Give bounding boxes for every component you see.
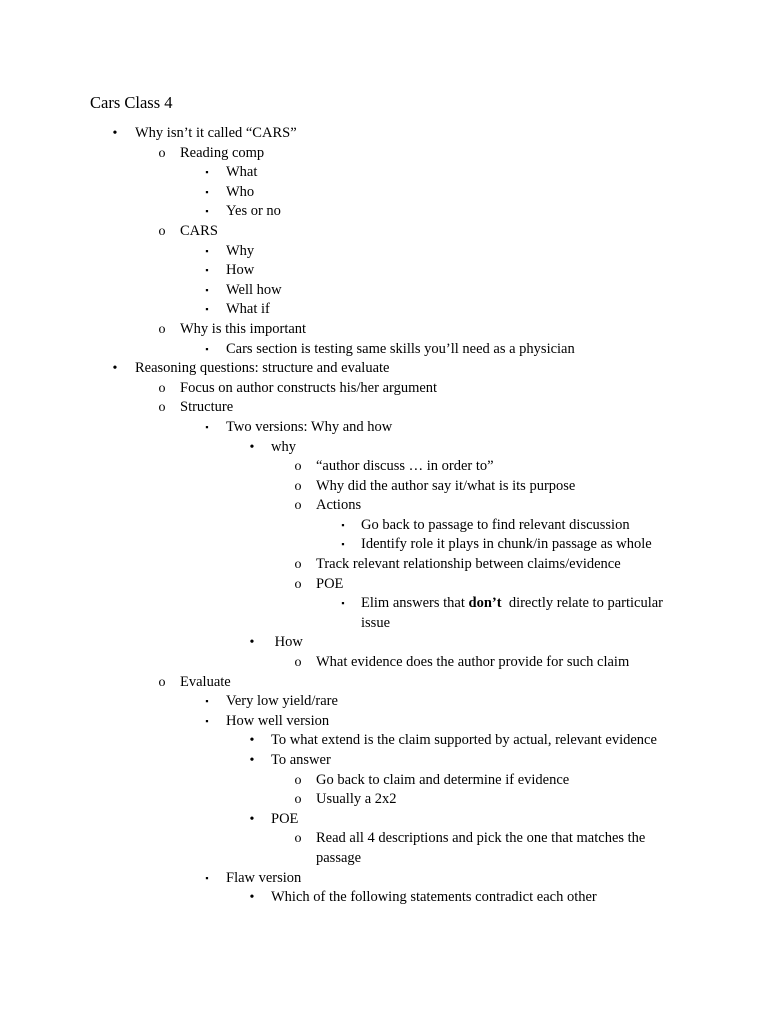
outline-item-text xyxy=(361,594,680,633)
outline-item-level-5 xyxy=(0,653,768,673)
disc-bullet-icon: • xyxy=(249,890,255,906)
outline-item-text: Focus on author constructs his/her argument xyxy=(180,379,438,396)
disc-bullet-icon: • xyxy=(249,811,255,827)
outline-item-text: Well how xyxy=(226,281,282,298)
outline-item-text: Usually a 2x2 xyxy=(316,791,397,808)
outline-item-level-3 xyxy=(0,418,768,438)
outline-item-text: CARS xyxy=(180,222,218,239)
outline-item-text: What if xyxy=(226,301,270,318)
outline-item-level-3 xyxy=(0,869,768,889)
outline-item-level-2 xyxy=(0,379,768,399)
text-segment: Elim answers that xyxy=(361,595,469,612)
disc-bullet-icon: • xyxy=(249,733,255,749)
square-bullet-icon: ▪ xyxy=(205,304,209,315)
outline-item-text: Reading comp xyxy=(180,144,265,161)
circle-bullet-icon: o xyxy=(294,655,302,671)
outline-item-text: Why isn’t it called “CARS” xyxy=(135,125,297,141)
outline-item-level-6 xyxy=(0,594,768,633)
outline-item-level-3 xyxy=(0,692,768,712)
outline-item-level-2 xyxy=(0,673,768,693)
outline-item-text: To answer xyxy=(271,752,331,768)
disc-bullet-icon: • xyxy=(249,753,255,768)
outline-item-text: Yes or no xyxy=(226,203,281,220)
circle-bullet-icon: o xyxy=(294,772,302,788)
outline-item-text: Go back to passage to find relevant discussion xyxy=(361,516,630,533)
outline-item-text: Who xyxy=(226,183,255,200)
outline-item-level-3 xyxy=(0,281,768,301)
outline-item-text: Identify role it plays in chunk/in passage as whole xyxy=(361,536,652,553)
outline-item-level-3 xyxy=(0,261,768,281)
outline-item-level-4 xyxy=(0,633,768,653)
square-bullet-icon: ▪ xyxy=(205,167,209,178)
square-bullet-icon: ▪ xyxy=(205,715,209,726)
outline-item-level-3 xyxy=(0,163,768,183)
outline-item-level-2 xyxy=(0,320,768,340)
outline-item-text: How xyxy=(271,634,303,651)
outline-item-text: Evaluate xyxy=(180,673,231,690)
outline-item-level-6 xyxy=(0,535,768,555)
outline-item-level-2 xyxy=(0,222,768,242)
circle-bullet-icon: o xyxy=(294,792,302,808)
outline-item-text: Flaw version xyxy=(226,869,302,886)
circle-bullet-icon: o xyxy=(158,321,166,337)
outline-item-text: Structure xyxy=(180,399,234,416)
outline-item-level-5 xyxy=(0,829,768,868)
outline-item-level-6 xyxy=(0,516,768,536)
outline-item-level-5 xyxy=(0,771,768,791)
square-bullet-icon: ▪ xyxy=(341,539,345,550)
outline-item-text: Why did the author say it/what is its purpose xyxy=(316,477,576,494)
square-bullet-icon: ▪ xyxy=(205,284,209,295)
bold-text-segment: don’t xyxy=(468,595,502,612)
outline-item-text: Actions xyxy=(316,497,362,514)
outline-item-level-1 xyxy=(0,359,768,379)
outline-item-text: POE xyxy=(316,575,344,592)
disc-bullet-icon: • xyxy=(249,439,255,455)
outline-item-level-4 xyxy=(0,751,768,771)
outline-item-level-5 xyxy=(0,496,768,516)
square-bullet-icon: ▪ xyxy=(205,265,209,276)
square-bullet-icon: ▪ xyxy=(341,598,345,609)
circle-bullet-icon: o xyxy=(294,557,302,573)
outline-item-level-3 xyxy=(0,712,768,732)
square-bullet-icon: ▪ xyxy=(205,872,209,883)
outline-item-text: Cars section is testing same skills you’ll need as a physician xyxy=(226,340,575,357)
outline-item-level-4 xyxy=(0,438,768,458)
outline-item-level-3 xyxy=(0,202,768,222)
outline-item-text: Which of the following statements contradict each other xyxy=(271,889,597,906)
outline-item-level-5 xyxy=(0,457,768,477)
outline-item-level-3 xyxy=(0,242,768,262)
circle-bullet-icon: o xyxy=(158,223,166,239)
outline-item-text: why xyxy=(271,438,296,455)
circle-bullet-icon: o xyxy=(294,478,302,494)
outline-item-level-3 xyxy=(0,300,768,320)
outline-item-text: Why xyxy=(226,242,255,259)
outline-item-level-3 xyxy=(0,340,768,360)
outline-item-text: How well version xyxy=(226,712,330,729)
outline-item-level-3 xyxy=(0,183,768,203)
outline-item-level-2 xyxy=(0,398,768,418)
disc-bullet-icon: • xyxy=(112,361,118,377)
outline-item-text: Read all 4 descriptions and pick the one that matches the passage xyxy=(316,830,649,866)
outline-item-text: What xyxy=(226,164,258,181)
outline-item-text: Go back to claim and determine if evidence xyxy=(316,771,570,788)
square-bullet-icon: ▪ xyxy=(205,186,209,197)
square-bullet-icon: ▪ xyxy=(205,245,209,256)
outline-item-level-5 xyxy=(0,477,768,497)
outline-item-text: “author discuss … in order to” xyxy=(316,458,494,475)
outline-item-text: How xyxy=(226,262,255,279)
square-bullet-icon: ▪ xyxy=(205,206,209,217)
circle-bullet-icon: o xyxy=(294,576,302,592)
disc-bullet-icon: • xyxy=(249,635,255,651)
outline-item-level-4 xyxy=(0,810,768,830)
square-bullet-icon: ▪ xyxy=(341,519,345,530)
square-bullet-icon: ▪ xyxy=(205,696,209,707)
outline-item-text: Two versions: Why and how xyxy=(226,418,393,435)
outline-item-level-5 xyxy=(0,575,768,595)
outline-item-text: Why is this important xyxy=(180,320,307,337)
outline-item-level-4 xyxy=(0,731,768,751)
document-title: Cars Class 4 xyxy=(90,93,173,112)
outline-item-text: What evidence does the author provide for such claim xyxy=(316,654,630,671)
outline-item-level-5 xyxy=(0,790,768,810)
square-bullet-icon: ▪ xyxy=(205,343,209,354)
outline-item-text: Reasoning questions: structure and evaluate xyxy=(135,360,390,377)
outline-item-level-2 xyxy=(0,144,768,164)
outline-item-level-4 xyxy=(0,888,768,908)
disc-bullet-icon: • xyxy=(112,126,118,141)
outline-item-level-5 xyxy=(0,555,768,575)
outline-item-text: Very low yield/rare xyxy=(226,693,338,710)
circle-bullet-icon: o xyxy=(158,145,166,161)
outline-item-text: POE xyxy=(271,810,299,827)
outline-list xyxy=(0,124,768,908)
circle-bullet-icon: o xyxy=(158,400,166,416)
outline-item-text: Track relevant relationship between claims/evidence xyxy=(316,556,621,573)
circle-bullet-icon: o xyxy=(294,459,302,475)
circle-bullet-icon: o xyxy=(294,498,302,514)
circle-bullet-icon: o xyxy=(294,831,302,847)
circle-bullet-icon: o xyxy=(158,380,166,396)
outline-item-level-1 xyxy=(0,124,768,144)
text-segment: directly relate to particular issue xyxy=(361,595,667,631)
outline-item-text: To what extend is the claim supported by actual, relevant evidence xyxy=(271,732,657,749)
circle-bullet-icon: o xyxy=(158,674,166,690)
square-bullet-icon: ▪ xyxy=(205,421,209,432)
